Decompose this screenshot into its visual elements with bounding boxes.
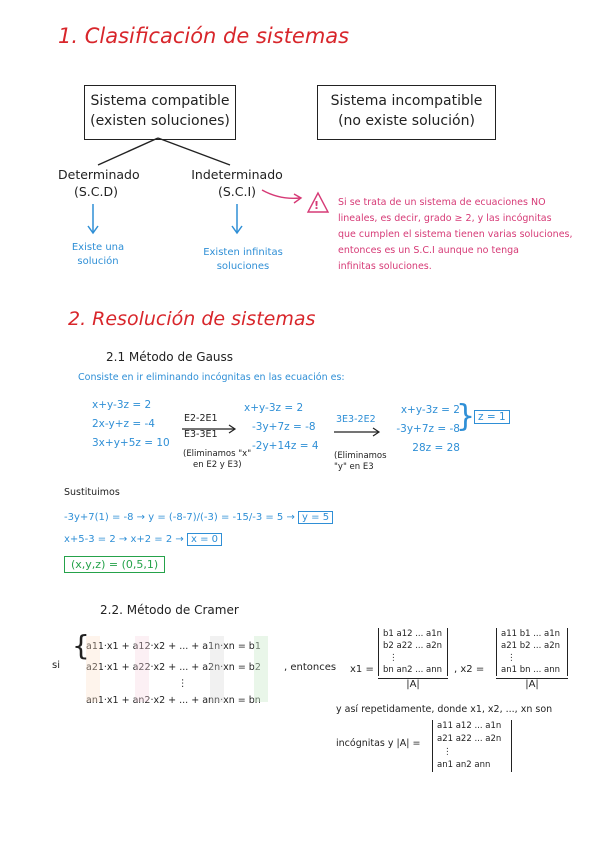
matrix-row: ⋮ [389, 653, 398, 663]
operation: E2-2E1 [184, 413, 218, 424]
indeterminado-code: (S.C.I) [217, 184, 257, 199]
matrix-a-body [432, 720, 512, 772]
x1-denominator: |A| [378, 678, 448, 690]
cramer-after-2: incógnitas y |A| = [336, 738, 421, 749]
x-result-box: x = 0 [187, 533, 222, 546]
equation-dots: ⋮ [178, 678, 188, 689]
brace-icon: } [456, 399, 476, 434]
subst-expression: x+5-3 = 2 → x+2 = 2 → [64, 534, 184, 545]
cramer-si: si [52, 660, 60, 671]
note-line: (Eliminamos "x" [183, 449, 252, 459]
matrix-row: a11 a12 ... a1n [437, 721, 502, 731]
gauss-solution [64, 558, 165, 571]
compatible-label: Sistema compatible [90, 93, 230, 109]
cramer-system [86, 636, 261, 711]
equation: 28z = 28 [412, 442, 460, 454]
x1-label: x1 = [350, 664, 374, 675]
indeterminado-result-line1: Existen infinitas [203, 247, 283, 258]
x2-denominator: |A| [496, 678, 568, 690]
equation: x+y-3z = 2 [92, 399, 152, 411]
subst-title: Sustituimos [64, 487, 120, 498]
incompatible-label: Sistema incompatible [330, 93, 483, 109]
compatible-sub: (existen soluciones) [90, 113, 230, 129]
matrix-row: an1 an2 ann [437, 760, 491, 770]
determinado-result [62, 241, 134, 269]
matrix-row: b1 a12 ... a1n [383, 629, 443, 639]
arrow-icon [180, 424, 240, 434]
cramer-title-text: 2.2. Método de Cramer [100, 603, 239, 617]
note-line: en E2 y E3) [193, 460, 242, 470]
warning-line: entonces es un S.C.I aunque no tenga [338, 245, 519, 256]
matrix-row: a11 b1 ... a1n [501, 629, 561, 639]
equation: -3y+7z = -8 [252, 421, 316, 433]
y-result-box: y = 5 [298, 511, 333, 524]
matrix-row: bn an2 ... ann [383, 665, 442, 675]
matrix-x2 [496, 628, 568, 676]
matrix-row: ⋮ [507, 653, 516, 663]
equation: 3x+y+5z = 10 [92, 437, 170, 449]
solution-box: (x,y,z) = (0,5,1) [64, 556, 165, 573]
equation: an1·x1 + an2·x2 + ... + ann·xn = bn [86, 695, 261, 706]
equation: x+y-3z = 2 [244, 402, 304, 414]
equation: -2y+14z = 4 [252, 440, 319, 452]
brace-icon: { [72, 629, 90, 662]
determinado-label [58, 166, 140, 200]
matrix-row: b2 a22 ... a2n [383, 641, 443, 651]
subst-line-2 [64, 534, 222, 545]
gauss-title: 2.1 Método de Gauss [106, 350, 234, 364]
matrix-row: a21 a22 ... a2n [437, 734, 502, 744]
gauss-system-2 [244, 399, 319, 456]
gauss-system-1 [92, 396, 170, 453]
warning-line: infinitas soluciones. [338, 261, 432, 272]
determinado-code: (S.C.D) [74, 184, 118, 199]
note-line: "y" en E3 [334, 462, 374, 472]
matrix-row: a21 b2 ... a2n [501, 641, 561, 651]
warning-line: Si se trata de un sistema de ecuaciones NO [338, 197, 546, 208]
indeterminado-label [190, 166, 284, 200]
gauss-note-1 [183, 449, 251, 471]
incompatible-sub: (no existe solución) [338, 113, 475, 129]
gauss-system-3 [388, 401, 460, 458]
section-title-2: 2. Resolución de sistemas [68, 308, 316, 330]
warning-line: que cumplen el sistema tienen varias soluciones, [338, 229, 573, 240]
indeterminado-title: Indeterminado [191, 167, 283, 182]
highlight-column [86, 636, 100, 702]
equation: -3y+7z = -8 [396, 423, 460, 435]
subst-expression: -3y+7(1) = -8 → y = (-8-7)/(-3) = -15/-3 = 5 → [64, 512, 295, 523]
highlight-column [210, 636, 224, 702]
matrix-row: ⋮ [443, 747, 452, 757]
determinado-title: Determinado [58, 167, 140, 182]
gauss-intro: Consiste en ir eliminando incógnitas en las ecuación es: [78, 372, 345, 383]
section-title-1: 1. Clasificación de sistemas [58, 24, 350, 48]
warning-note [338, 195, 578, 275]
highlight-column [135, 636, 149, 702]
x2-label: , x2 = [454, 664, 485, 675]
indeterminado-result [198, 246, 288, 274]
cramer-after-1: y así repetidamente, donde x1, x2, ..., xn son [336, 704, 553, 715]
highlight-column [254, 636, 268, 702]
matrix-row: an1 bn ... ann [501, 665, 560, 675]
gauss-op-2: 3E3-2E2 [336, 414, 376, 425]
matrix-a [432, 720, 512, 772]
z-result-box: z = 1 [474, 410, 510, 424]
equation: a11·x1 + a12·x2 + ... + a1n·xn = b1 [86, 641, 261, 652]
cramer-entonces: , entonces [284, 662, 337, 673]
x1-fraction [378, 628, 448, 690]
warning-icon: ! [314, 199, 320, 212]
subst-line-1 [64, 512, 333, 523]
equation: x+y-3z = 2 [400, 404, 460, 416]
equation: a21·x1 + a22·x2 + ... + a2n·xn = b2 [86, 662, 261, 673]
gauss-note-2 [334, 451, 387, 473]
determinado-result-line1: Existe una [71, 242, 125, 253]
warning-line: lineales, es decir, grado ≥ 2, y las incógnitas [338, 213, 552, 224]
equation: 2x-y+z = -4 [92, 418, 155, 430]
determinado-result-line2: solución [77, 256, 119, 267]
arrow-icon [332, 427, 384, 437]
note-line: (Eliminamos [334, 451, 387, 461]
cramer-title [100, 603, 239, 617]
indeterminado-result-line2: soluciones [216, 261, 270, 272]
matrix-x1 [378, 628, 448, 676]
x2-fraction [496, 628, 568, 690]
operation: E3-3E1 [184, 429, 218, 440]
z-result [456, 399, 510, 434]
